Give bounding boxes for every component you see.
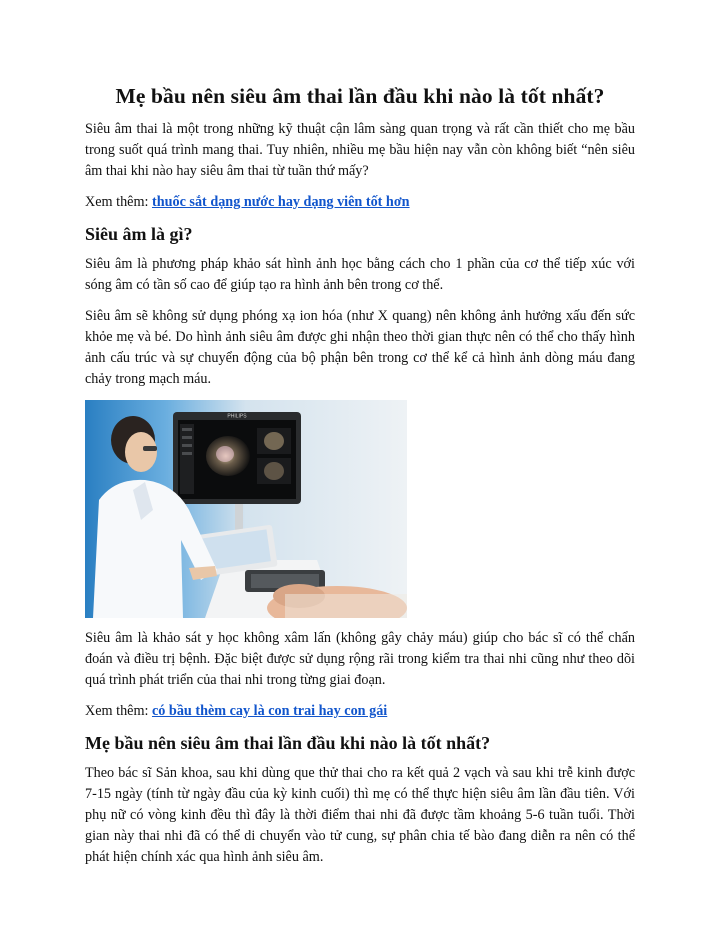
- see-also-2: [85, 701, 635, 722]
- see-also-link-craving[interactable]: có bầu thèm cay là con trai hay con gái: [151, 703, 388, 719]
- monitor-brand: PHILIPS: [227, 413, 247, 420]
- see-also-1: [85, 192, 635, 213]
- section-heading-ultrasound: Siêu âm là gì?: [85, 224, 193, 244]
- paragraph: Siêu âm sẽ không sử dụng phóng xạ ion hóa (như X quang) nên không ảnh hưởng xấu đến sức khỏe mẹ và bé. Do hình ảnh siêu âm được ghi nhận theo thời gian thực nên có thể cho thấy hình ảnh cấu trúc và sự chuyển động của bộ phận bên trong cơ thể kể cả hình ảnh dòng máu đang chảy trong mạch máu.: [85, 308, 635, 387]
- see-also-prefix: Xem thêm:: [85, 194, 152, 210]
- see-also-link-iron[interactable]: thuốc sắt dạng nước hay dạng viên tốt hơn: [151, 194, 410, 210]
- see-also-prefix: Xem thêm:: [85, 703, 152, 719]
- paragraph: Siêu âm là khảo sát y học không xâm lấn (không gây chảy máu) giúp cho bác sĩ có thể chẩn đoán và điều trị bệnh. Đặc biệt được sử dụng rộng rãi trong kiểm tra thai nhi cũng như theo dõi quá trình phát triển của thai nhi trong từng giai đoạn.: [85, 630, 635, 688]
- paragraph: Theo bác sĩ Sản khoa, sau khi dùng que thử thai cho ra kết quả 2 vạch và sau khi trễ kinh được 7-15 ngày (tính từ ngày đầu của kỳ kinh cuối) thì mẹ có thể thực hiện siêu âm lần đầu tiên. Với phụ nữ có vòng kinh đều thì đây là thời điểm thai nhi đã được tầm khoảng 5-6 tuần tuổi. Thời gian này thai nhi đã có thể di chuyển vào tử cung, sự phân chia tế bào đang diễn ra nên có thể phát hiện chính xác qua hình ảnh siêu âm.: [85, 765, 635, 865]
- ultrasound-photo: [85, 400, 407, 618]
- paragraph: Siêu âm là phương pháp khảo sát hình ảnh học bằng cách cho 1 phần của cơ thể tiếp xúc với sóng âm có tần số cao để giúp tạo ra hình ảnh bên trong cơ thể.: [85, 256, 635, 293]
- ultrasound-scene-image: [85, 400, 407, 618]
- document-body: [85, 84, 635, 878]
- page-title: Mẹ bầu nên siêu âm thai lần đầu khi nào là tốt nhất?: [115, 84, 605, 108]
- section-heading-first-scan: Mẹ bầu nên siêu âm thai lần đầu khi nào là tốt nhất?: [85, 733, 491, 753]
- intro-paragraph: Siêu âm thai là một trong những kỹ thuật cận lâm sàng quan trọng và rất cần thiết cho mẹ bầu trong suốt quá trình mang thai. Tuy nhiên, nhiều mẹ bầu hiện nay vẫn còn không biết “nên siêu âm thai khi nào hay siêu âm thai từ tuần thứ mấy?: [85, 121, 635, 179]
